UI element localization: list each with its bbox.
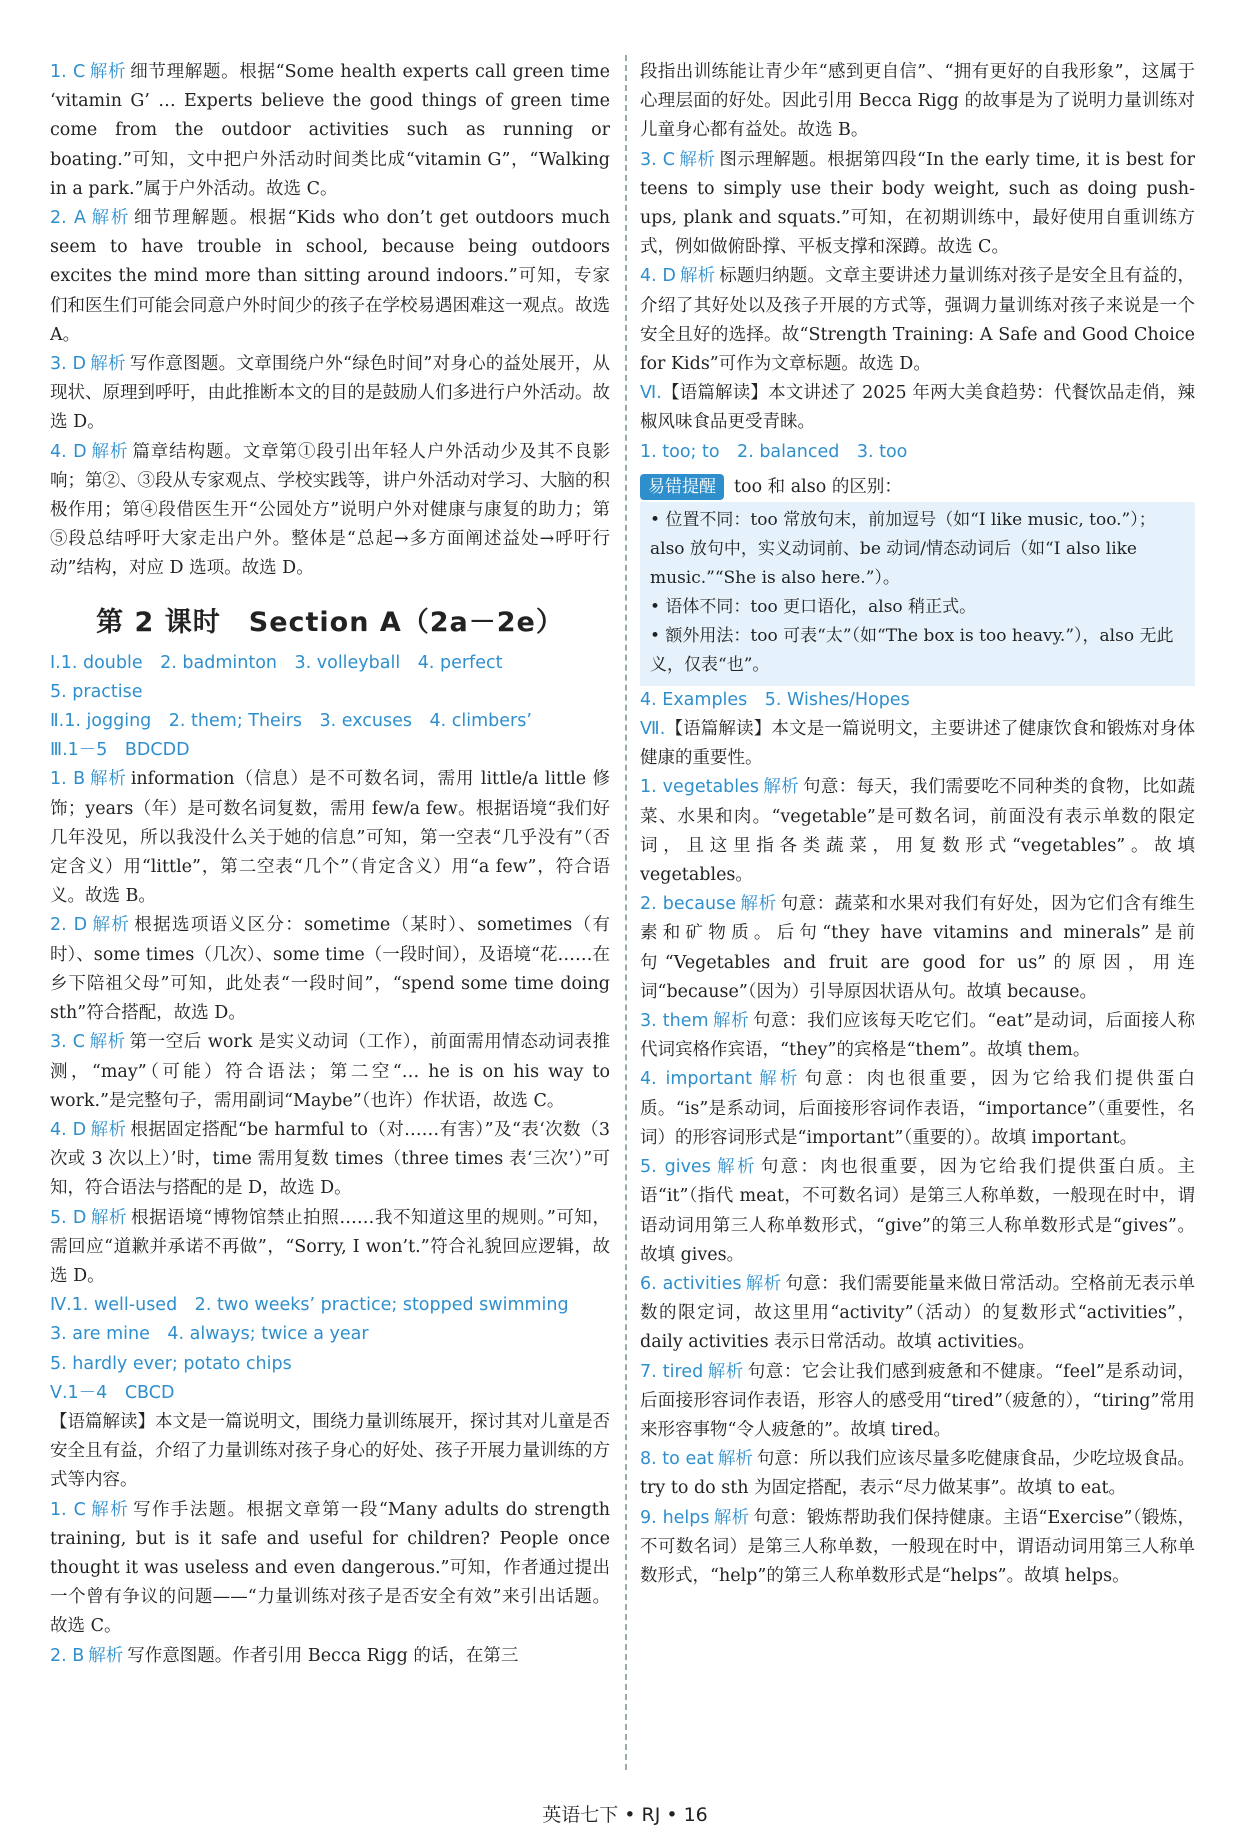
item-text: 第一空后 work 是实义动词（工作），前面需用情态动词表推测，“may”（可能）符合语法；第二空“… he is on his way to work.”是完整句子，需用副词“Maybe”（也许）作状语，故选 C。 xyxy=(50,1032,611,1111)
analysis-label: 解析 xyxy=(679,266,716,287)
item-text: 句意：锻炼帮助我们保持健康。主语“Exercise”（锻炼，不可数名词）是第三人称单数，一般现在时中，谓语动词用第三人称单数形式，“help”的第三人称单数形式是“helps”。故填 helps。 xyxy=(640,1507,1196,1586)
passage-intro xyxy=(640,715,1195,773)
tip-bullet: • 语体不同：too 更口语化，also 稍正式。 xyxy=(650,596,977,617)
answer-text: 1－5 BDCDD xyxy=(67,740,190,761)
item-text: 句意：肉也很重要，因为它给我们提供蛋白质。“is”是系动词，后面接形容词作表语，“importance”（重要性，名词）的形容词形式是“important”（重要的）。故填 important。 xyxy=(640,1069,1196,1148)
answer-item xyxy=(50,1028,610,1116)
analysis-label: 解析 xyxy=(89,62,127,82)
answer-item xyxy=(50,204,610,350)
analysis-label: 解析 xyxy=(90,441,129,462)
item-number: 2. B xyxy=(50,1645,85,1666)
answer-line xyxy=(50,1379,610,1408)
answer-item xyxy=(50,438,610,584)
roman-numeral: Ⅳ. xyxy=(50,1295,72,1316)
item-number: 3. D xyxy=(50,354,87,375)
answer-text: 1. too; to 2. balanced 3. too xyxy=(640,441,908,462)
item-text: 细节理解题。根据“Some health experts call green time ‘vitamin G’ … Experts believe the good things of green time come from the outdoor activities such as running or boating.”可知，文中把户外活动时间类比成“vitamin G”，“Walking in a park.”属于户外活动。故选 C。 xyxy=(50,62,611,199)
analysis-label: 解析 xyxy=(714,1157,757,1178)
item-number: 3. C xyxy=(50,1032,86,1053)
item-text: 句意：肉也很重要，因为它给我们提供蛋白质。主语“it”（指代 meat，不可数名词）是第三人称单数，一般现在时中，谓语动词用第三人称单数形式，“give”的第三人称单数形式是“gives”。故填 gives。 xyxy=(640,1157,1195,1265)
analysis-label: 解析 xyxy=(91,915,131,936)
analysis-label: 解析 xyxy=(90,1119,127,1140)
column-divider xyxy=(625,55,627,1770)
answer-text: 5. practise xyxy=(50,681,143,702)
answer-line xyxy=(50,736,610,765)
continued-text: 段指出训练能让青少年“感到更自信”、“拥有更好的自我形象”，这属于心理层面的好处。因此引用 Becca Rigg 的故事是为了说明力量训练对儿童身心都有益处。故选 B。 xyxy=(640,62,1195,141)
item-number: 4. D xyxy=(50,1119,87,1140)
answer-item xyxy=(640,890,1195,1007)
item-number: 4. D xyxy=(50,441,87,462)
answer-item xyxy=(50,1116,610,1204)
answer-item xyxy=(50,58,610,204)
answer-text: 1－4 CBCD xyxy=(67,1382,175,1403)
answer-item xyxy=(640,1445,1195,1503)
analysis-label: 解析 xyxy=(707,1361,744,1382)
answer-line xyxy=(50,1350,610,1379)
tip-badge: 易错提醒 xyxy=(640,474,724,500)
answer-text: 1. double 2. badminton 3. volleyball 4. perfect xyxy=(60,652,503,673)
answer-item xyxy=(50,911,610,1028)
item-text: 句意：蔬菜和水果对我们有好处，因为它们含有维生素和矿物质。后句“they have vitamins and minerals”是前句“Vegetables and fruit are good for us”的原因，用连词“because”（因为）引导原因状语从句。故填 because。 xyxy=(640,894,1195,1002)
tip-box xyxy=(640,502,1195,686)
answer-item xyxy=(640,1007,1195,1065)
analysis-label: 解析 xyxy=(713,1507,750,1528)
item-text: 句意：我们需要能量来做日常活动。空格前无表示单数的限定词，故这里用“activity”（活动）的复数形式“activities”，daily activities 表示日常活动。故填 activities。 xyxy=(640,1273,1196,1353)
item-number: 5. D xyxy=(50,1207,87,1228)
answer-line xyxy=(640,686,1195,715)
answer-item xyxy=(50,765,610,911)
item-text: 根据选项语义区分：sometime（某时）、sometimes（有时）、some times（几次）、some time（一段时间），及语境“花……在乡下陪祖父母”可知，此处表“一段时间”，“spend some time doing sth”符合搭配，故选 D。 xyxy=(50,915,611,1024)
analysis-label: 解析 xyxy=(89,208,131,229)
analysis-label: 解析 xyxy=(755,1069,801,1090)
analysis-label: 解析 xyxy=(89,1032,126,1053)
item-number: 1. C xyxy=(50,1499,86,1520)
item-number: 6. activities xyxy=(640,1273,742,1294)
answer-item xyxy=(640,146,1195,263)
item-number: 1. B xyxy=(50,769,86,790)
answer-line xyxy=(50,707,610,736)
roman-numeral: Ⅰ. xyxy=(50,652,61,673)
answer-line xyxy=(50,1320,610,1349)
answer-text: 5. hardly ever; potato chips xyxy=(50,1353,292,1374)
answer-item xyxy=(50,1642,610,1671)
item-number: 4. D xyxy=(640,266,676,287)
item-text: 写作手法题。根据文章第一段“Many adults do strength training, but is it safe and useful for children? People once thought it was useless and even dangerous.”可知，作者通过提出一个曾有争议的问题——“力量训练对孩子是否安全有效”来引出话题。故选 C。 xyxy=(50,1499,610,1637)
tip-bullet: • 位置不同：too 常放句末，前加逗号（如“I like music, too.”）；also 放句中，实义动词前、be 动词/情态动词后（如“I also like music.”“She is also here.”）。 xyxy=(650,509,1156,588)
analysis-label: 解析 xyxy=(678,149,716,170)
analysis-label: 解析 xyxy=(90,1207,128,1228)
item-text: 句意：我们应该每天吃它们。“eat”是动词，后面接人称代词宾格作宾语，“they”的宾格是“them”。故填 them。 xyxy=(640,1011,1196,1061)
item-text: 图示理解题。根据第四段“In the early time, it is best for teens to simply use their body weight, such as doing push-ups, plank and squats.”可知，在初期训练中，最好使用自重训练方式，例如做俯卧撑、平板支撑和深蹲。故选 C。 xyxy=(640,149,1196,258)
item-number: 2. D xyxy=(50,915,88,936)
roman-numeral: Ⅴ. xyxy=(50,1382,68,1403)
analysis-label: 解析 xyxy=(89,769,127,790)
item-number: 2. because xyxy=(640,894,736,915)
answer-item xyxy=(50,1496,610,1642)
analysis-label: 解析 xyxy=(89,1499,130,1520)
answer-item xyxy=(640,1504,1195,1592)
answer-item xyxy=(640,773,1195,890)
analysis-label: 解析 xyxy=(745,1273,782,1294)
answer-item xyxy=(50,1204,610,1292)
item-text: 写作意图题。文章围绕户外“绿色时间”对身心的益处展开，从现状、原理到呼吁，由此推断本文的目的是鼓励人们多进行户外活动。故选 D。 xyxy=(50,354,610,433)
item-text: 写作意图题。作者引用 Becca Rigg 的话，在第三 xyxy=(127,1645,519,1666)
answer-text: 1. jogging 2. them; Theirs 3. excuses 4. climbers’ xyxy=(64,711,532,732)
answer-item xyxy=(640,262,1195,379)
analysis-label: 解析 xyxy=(88,1645,124,1666)
section-title: 第 2 课时 Section A（2a－2e） xyxy=(96,606,564,638)
item-text: 篇章结构题。文章第①段引出年轻人户外活动少及其不良影响；第②、③段从专家观点、学校实践等，讲户外活动对学习、大脑的积极作用；第④段借医生开“公园处方”说明户外对健康与康复的助力；第⑤段总结呼吁大家走出户外。整体是“总起→多方面阐述益处→呼吁行动”结构，对应 D 选项。故选 D。 xyxy=(50,441,610,579)
left-column xyxy=(50,58,610,1671)
item-text: 句意：它会让我们感到疲惫和不健康。“feel”是系动词，后面接形容词作表语，形容人的感受用“tired”（疲惫的），“tiring”常用来形容事物“令人疲惫的”。故填 tired。 xyxy=(640,1361,1196,1440)
analysis-label: 解析 xyxy=(717,1449,753,1470)
item-text: 句意：每天，我们需要吃不同种类的食物，比如蔬菜、水果和肉。“vegetable”是可数名词，前面没有表示单数的限定词，且这里指各类蔬菜，用复数形式“vegetables”。故填 vegetables。 xyxy=(640,777,1195,886)
passage-intro xyxy=(640,379,1195,437)
answer-item xyxy=(50,350,610,438)
roman-numeral: Ⅱ. xyxy=(50,711,65,732)
item-text: 根据固定搭配“be harmful to（对……有害）”及“表‘次数（3 次或 3 次以上）’时，time 需用复数 times（three times 表‘三次’）”可知，符合语法与搭配的是 D，故选 D。 xyxy=(50,1119,610,1199)
answer-line xyxy=(50,1291,610,1320)
item-number: 1. C xyxy=(50,62,86,82)
answer-item xyxy=(640,1065,1195,1153)
item-number: 3. C xyxy=(640,149,675,170)
item-text: 句意：所以我们应该尽量多吃健康食品，少吃垃圾食品。try to do sth 为固定搭配，表示“尽力做某事”。故填 to eat。 xyxy=(640,1449,1195,1499)
item-number: 8. to eat xyxy=(640,1449,714,1470)
item-number: 9. helps xyxy=(640,1507,710,1528)
item-text: information（信息）是不可数名词，需用 little/a little 修饰；years（年）是可数名词复数，需用 few/a few。根据语境“我们好几年没见，所以我没什么关于她的信息”可知，第一空表“几乎没有”（否定含义）用“little”，第二空表“几个”（肯定含义）用“a few”，符合语义。故选 B。 xyxy=(50,769,611,907)
intro-text: 【语篇解读】本文是一篇说明文，主要讲述了健康饮食和锻炼对身体健康的重要性。 xyxy=(640,719,1195,769)
answer-item xyxy=(640,1270,1195,1358)
answer-text: 1. well-used 2. two weeks’ practice; stopped swimming xyxy=(71,1295,569,1316)
analysis-label: 解析 xyxy=(763,777,800,798)
answer-item xyxy=(640,1153,1195,1270)
item-number: 2. A xyxy=(50,208,86,229)
answer-item xyxy=(640,1358,1195,1446)
item-number: 1. vegetables xyxy=(640,777,760,798)
passage-intro: 【语篇解读】本文是一篇说明文，围绕力量训练展开，探讨其对儿童是否安全且有益，介绍了力量训练对孩子身心的好处、孩子开展力量训练的方式等内容。 xyxy=(50,1411,610,1491)
roman-numeral: Ⅲ. xyxy=(50,740,68,761)
item-number: 5. gives xyxy=(640,1157,711,1178)
analysis-label: 解析 xyxy=(90,354,126,375)
answer-line xyxy=(50,678,610,707)
tip-title: too 和 also 的区别： xyxy=(734,476,902,497)
analysis-label: 解析 xyxy=(740,894,777,915)
answer-text: 4. Examples 5. Wishes/Hopes xyxy=(640,689,910,710)
item-number: 7. tired xyxy=(640,1361,704,1382)
answer-line xyxy=(640,438,1195,467)
answer-text: 3. are mine 4. always; twice a year xyxy=(50,1324,369,1345)
item-text: 标题归纳题。文章主要讲述力量训练对孩子是安全且有益的，介绍了其好处以及孩子开展的方式等，强调力量训练对孩子来说是一个安全且好的选择。故“Strength Training: A Safe and Good Choice for Kids”可作为文章标题。故选 D。 xyxy=(640,266,1195,375)
tip-bullet: • 额外用法：too 可表“太”（如“The box is too heavy.”），also 无此义，仅表“也”。 xyxy=(650,625,1174,675)
item-number: 4. important xyxy=(640,1069,752,1090)
tip-header xyxy=(640,473,1195,502)
roman-numeral: Ⅵ. xyxy=(640,383,662,404)
analysis-label: 解析 xyxy=(712,1011,750,1032)
roman-numeral: Ⅶ. xyxy=(640,719,666,740)
answer-line xyxy=(50,649,610,678)
intro-text: 【语篇解读】本文讲述了 2025 年两大美食趋势：代餐饮品走俏，辣椒风味食品更受青睐。 xyxy=(640,383,1195,433)
item-number: 3. them xyxy=(640,1011,709,1032)
item-text: 根据语境“博物馆禁止拍照……我不知道这里的规则。”可知，需回应“道歉并承诺不再做”，“Sorry, I won’t.”符合礼貌回应逻辑，故选 D。 xyxy=(50,1207,610,1286)
page-footer: 英语七下 • RJ • 16 xyxy=(542,1804,708,1826)
right-column xyxy=(640,58,1195,1591)
item-text: 细节理解题。根据“Kids who don’t get outdoors much seem to have trouble in school, because being outdoors excites the mind more than sitting around indoors.”可知，专家们和医生们可能会同意户外时间少的孩子在学校易遇困难这一观点。故选 A。 xyxy=(50,208,611,345)
